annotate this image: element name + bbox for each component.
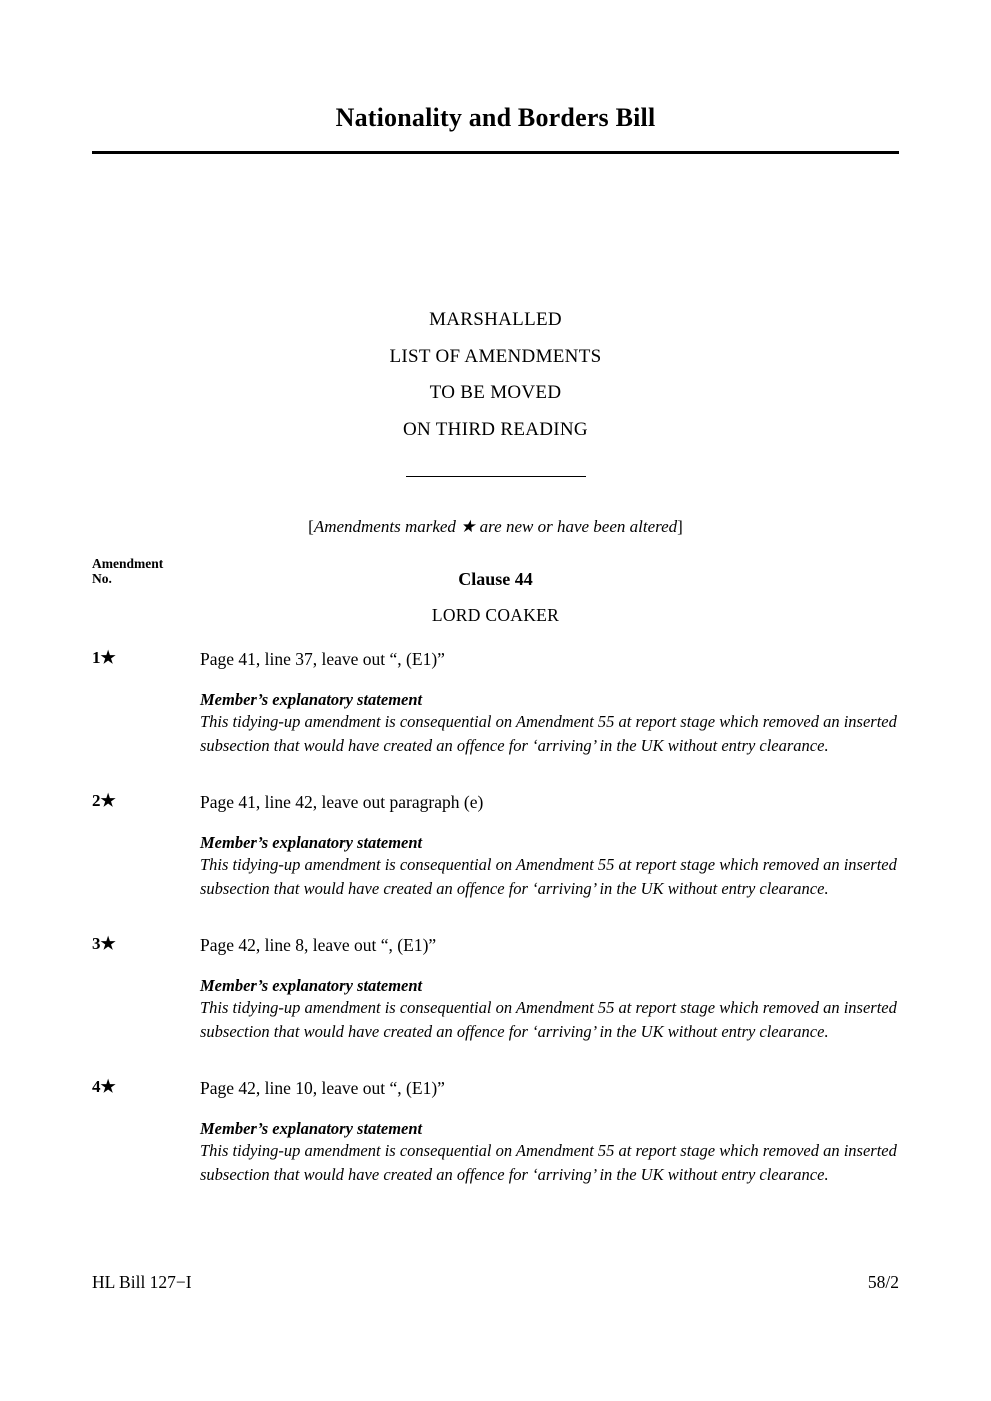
- amendment-number: 3★: [92, 934, 116, 953]
- column-header-line-1: Amendment: [92, 556, 164, 571]
- explanatory-statement-text: This tidying-up amendment is consequential on Amendment 55 at report stage which removed an inserted subsection that would have created an offence for ‘arriving’ in the UK without entry clearance.: [200, 855, 897, 898]
- page-footer: [92, 1272, 899, 1293]
- note-close-bracket: ]: [677, 517, 683, 536]
- heading-line-3: TO BE MOVED: [429, 382, 562, 403]
- explanatory-statement-label: Member’s explanatory statement: [200, 833, 423, 852]
- explanatory-statement-label: Member’s explanatory statement: [200, 1119, 423, 1138]
- heading-line-1: MARSHALLED: [429, 309, 562, 330]
- bill-reference: HL Bill 127−I: [92, 1272, 192, 1292]
- page-title: Nationality and Borders Bill: [335, 103, 656, 132]
- member-name: LORD COAKER: [431, 605, 560, 625]
- clause-heading: Clause 44: [458, 569, 533, 589]
- amendment-column-header: [92, 556, 163, 586]
- amendment-number: 2★: [92, 791, 116, 810]
- amendment-item: [92, 648, 899, 757]
- column-header-line-2: No.: [92, 571, 112, 586]
- title-divider: [92, 151, 899, 154]
- explanatory-statement-label: Member’s explanatory statement: [200, 690, 423, 709]
- note-open-bracket: [: [308, 517, 314, 536]
- heading-line-4: ON THIRD READING: [403, 418, 588, 440]
- amendment-item: [92, 791, 899, 900]
- amendment-list: [92, 648, 899, 1186]
- amendment-number: 4★: [92, 1077, 116, 1096]
- explanatory-statement-text: This tidying-up amendment is consequential on Amendment 55 at report stage which removed an inserted subsection that would have created an offence for ‘arriving’ in the UK without entry clearance.: [200, 712, 897, 755]
- amendment-text: Page 41, line 42, leave out paragraph (e): [200, 792, 484, 812]
- document-heading-block: [92, 302, 899, 448]
- amendment-text: Page 42, line 10, leave out “, (E1)”: [200, 1078, 445, 1098]
- amendment-item: [92, 934, 899, 1043]
- heading-line-2: LIST OF AMENDMENTS: [389, 345, 602, 367]
- amendment-item: [92, 1077, 899, 1186]
- marked-amendments-note: [92, 517, 899, 537]
- explanatory-statement-text: This tidying-up amendment is consequential on Amendment 55 at report stage which removed an inserted subsection that would have created an offence for ‘arriving’ in the UK without entry clearance.: [200, 1141, 897, 1184]
- explanatory-statement-label: Member’s explanatory statement: [200, 976, 423, 995]
- amendment-text: Page 42, line 8, leave out “, (E1)”: [200, 935, 437, 955]
- heading-divider: [406, 476, 586, 477]
- explanatory-statement-text: This tidying-up amendment is consequential on Amendment 55 at report stage which removed an inserted subsection that would have created an offence for ‘arriving’ in the UK without entry clearance.: [200, 998, 897, 1041]
- amendment-number: 1★: [92, 648, 116, 667]
- note-text: Amendments marked ★ are new or have been altered: [313, 517, 678, 536]
- page-number: 58/2: [867, 1272, 899, 1292]
- amendment-text: Page 41, line 37, leave out “, (E1)”: [200, 649, 445, 669]
